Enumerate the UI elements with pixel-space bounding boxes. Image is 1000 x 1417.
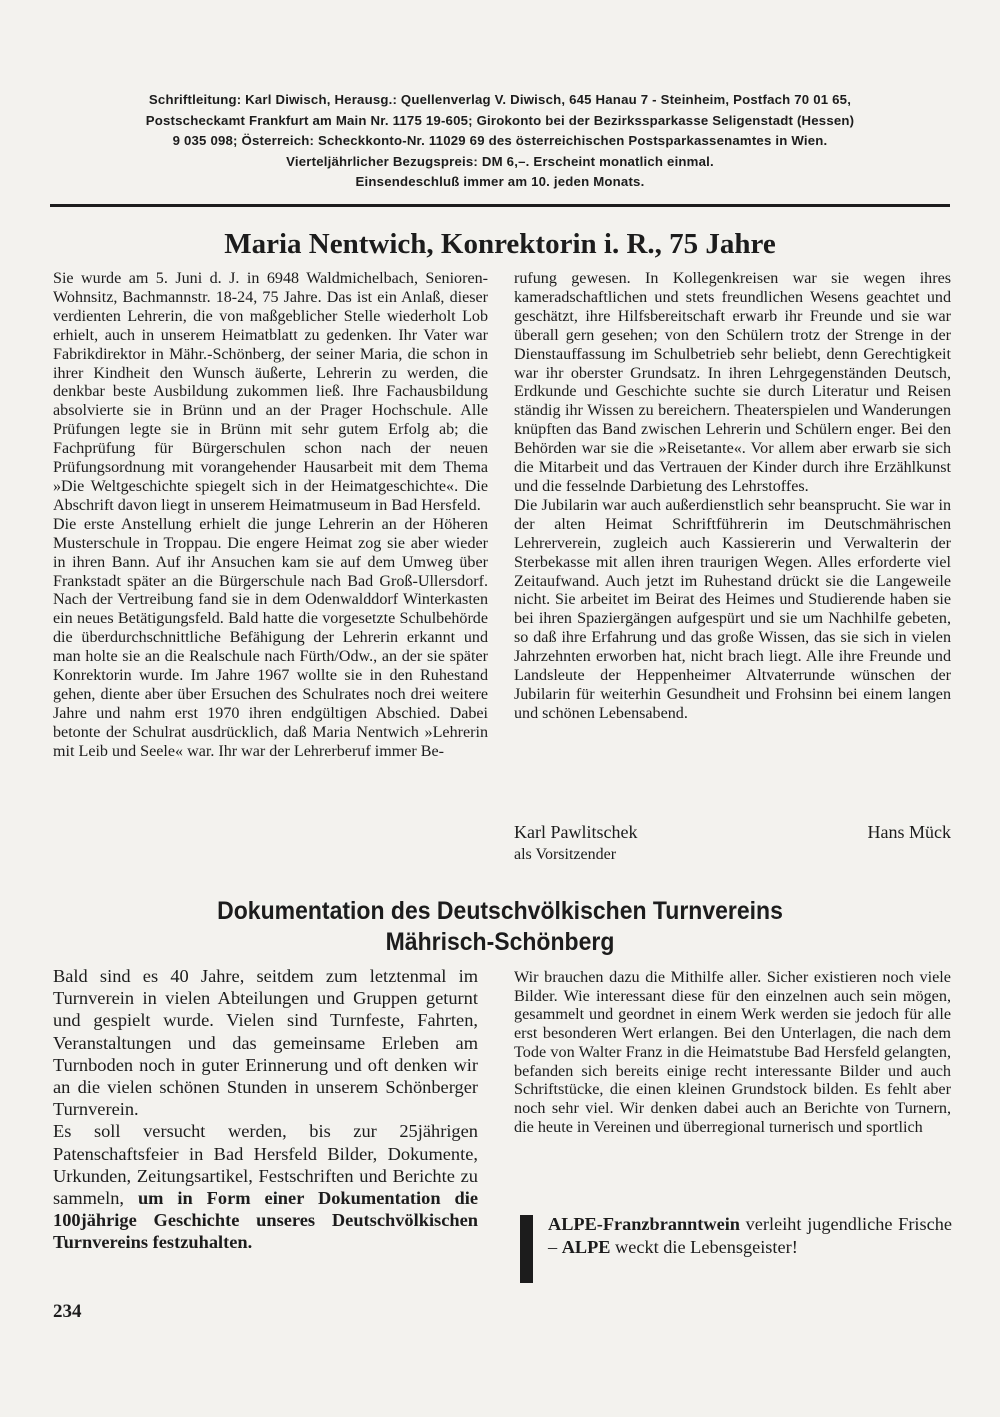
advertisement-copy: weckt die Lebensgeister! xyxy=(610,1236,798,1257)
signature-left-role: als Vorsitzender xyxy=(514,846,617,863)
article2-paragraph: Bald sind es 40 Jahre, seitdem zum letztenmal im Turnverein in vielen Abteilungen und Gruppen geturnt und gespielt wurde. Vielen sind Turnfeste, Fahrten, Veranstaltungen und das gemeinsame Erleben am Turnboden noch in guter Erinnerung und oft denken wir an die vielen schönen Stunden in unserem Schönberger Turnverein. xyxy=(53,966,478,1120)
article2-paragraph: Wir brauchen dazu die Mithilfe aller. Sicher existieren noch viele Bilder. Wie interessant diese für den einzelnen auch sein mögen, gesammelt und geordnet in einem Werk werden sie jedoch für alle erst besonderen Wert erlangen. Bei den Unterlagen, die nach dem Tode von Walter Franz in die Heimatstube Bad Hersfeld gelangten, befanden sich bereits einige recht interessante Bilder und auch Schriftstücke, die einen kleinen Grundstock bilden. Es fehlt aber noch sehr viel. Wir denken dabei auch an Berichte von Turnern, die heute in Vereinen und überregional turnerisch und sportlich xyxy=(514,968,951,1136)
article1-paragraph: Sie wurde am 5. Juni d. J. in 6948 Waldmichelbach, Senioren-Wohnsitz, Bachmannstr. 18-24, 75 Jahre. Das ist ein Anlaß, dieser verdienten Lehrerin, die von maßgeblicher Stelle wiederholt Lob erhielt, auch in unserem Heimatblatt zu gedenken. Ihr Vater war Fabrikdirektor in Mähr.-Schönberg, der seiner Maria, die schon in ihrer Kindheit den Wunsch äußerte, Lehrerin zu werden, die denkbar beste Ausbildung zukommen ließ. Ihre Fachausbildung absolvierte sie in Brünn und an der Prager Hochschule. Alle Prüfungen legte sie in Brünn mit sehr gutem Erfolg ab; die Fachprüfung für Bürgerschulen schon nach der neuen Prüfungsordnung mit vorangehender Hausarbeit mit dem Thema »Die Weltgeschichte spiegelt sich in der Heimatgeschichte«. Die Abschrift davon liegt in unserem Heimatmuseum in Bad Hersfeld. xyxy=(53,270,488,514)
article2-title xyxy=(40,896,960,958)
article2-title-line2: Mährisch-Schönberg xyxy=(385,928,615,956)
masthead-line: Einsendeschluß immer am 10. jeden Monats. xyxy=(355,174,645,189)
article1-paragraph: Die erste Anstellung erhielt die junge Lehrerin an der Höheren Musterschule in Troppau. Die engere Heimat zog sie aber wieder in ihren Bann. Auf ihr Ansuchen kam sie auf dem Umweg über Frankstadt später an die Bürgerschule nach Bad Groß-Ullersdorf. Nach der Vertreibung fand sie in dem Odenwalddorf Winterkasten ein neues Betätigungsfeld. Bald hatte die vorgesetzte Schulbehörde die überdurchschnittliche Befähigung der Lehrerin erkannt und man holte sie an die Realschule nach Fürth/Odw., an der sie später Konrektorin wurde. Im Jahre 1967 wollte sie in den Ruhestand gehen, diente aber über Ersuchen des Schulrates noch drei weitere Jahre und nahm erst 1970 ihren endgültigen Abschied. Dabei betonte der Schulrat ausdrücklich, daß Maria Nentwich »Lehrerin mit Leib und Seele« war. Ihr war der Lehrerberuf immer Be- xyxy=(53,515,488,760)
masthead-line: Schriftleitung: Karl Diwisch, Herausg.: Quellenverlag V. Diwisch, 645 Hanau 7 - Steinheim, Postfach 70 01 65, xyxy=(148,92,852,107)
article2-paragraph-text: Es soll versucht werden, bis zur 25jährigen Patenschaftsfeier in Bad Hersfeld Bilder, Dokumente, Urkunden, Zeitungsartikel, Festschriften und Berichte zu sammeln, xyxy=(53,1121,478,1209)
article2-column-left xyxy=(53,965,478,1254)
advertisement-copy: verleiht jugendliche Frische – xyxy=(548,1214,952,1257)
page-number: 234 xyxy=(53,1301,82,1322)
masthead-line: Vierteljährlicher Bezugspreis: DM 6,–. Erscheint monatlich einmal. xyxy=(286,153,714,169)
advertisement xyxy=(520,1213,952,1285)
article1-paragraph: Die Jubilarin war auch außerdienstlich sehr beansprucht. Sie war in der alten Heimat Schriftführerin im Deutschmährischen Lehrerverein, zugleich auch Kassiererin und Verwalterin der Sterbekasse mit allen ihren traurigen Wegen. Alles erforderte viel Zeitaufwand. Auch jetzt im Ruhestand drückt sie die Langeweile nicht. Sie arbeitet im Beirat des Heimes und Studierende haben sie bei ihren Spaziergängen aufgespürt und sie um Nachhilfe gebeten, so daß ihre Erfahrung und das große Wissen, das sie sich in vielen Jahrzehnten erworben hat, nicht brach liegt. Alle ihre Freunde und Landsleute der Heppenheimer Altvaterrunde wünschen der Jubilarin für weiterhin Gesundheit und Frohsinn bei einem langen und schönen Lebensabend. xyxy=(514,496,951,722)
masthead-divider xyxy=(50,204,950,207)
article2-column-right xyxy=(514,968,951,1136)
article1-column-right xyxy=(514,270,951,724)
signature-left: Karl Pawlitschek xyxy=(514,822,638,842)
article1-title: Maria Nentwich, Konrektorin i. R., 75 Jahre xyxy=(224,228,776,260)
article2-paragraph xyxy=(53,1120,478,1253)
masthead xyxy=(60,90,940,193)
article1-paragraph: rufung gewesen. In Kollegenkreisen war sie wegen ihres kameradschaftlichen und stets freundlichen Wesens geachtet und geschätzt, ihre Hilfsbereitschaft erwarb ihr Freunde und sie war überall gern gesehen; von den Schülern trotz der Strenge in der Dienstauffassung im Schulbetrieb sehr beliebt, denn Gerechtigkeit war ihr oberster Grundsatz. In ihren Lehrgegenständen Deutsch, Erdkunde und Geschichte suchte sie durch Literatur und Reisen ständig ihr Wissen zu bereichern. Theaterspielen und Wanderungen knüpften das Band zwischen Lehrerin und Schülern enger. Bei den Behörden war sie die »Reisetante«. Vor allem aber erwarb sie sich die Mitarbeit und das Vertrauen der Kinder durch ihre Erzählkunst und die fesselnde Darbietung des Lehrstoffes. xyxy=(514,270,951,495)
article2-title-line1: Dokumentation des Deutschvölkischen Turnvereins xyxy=(217,897,783,925)
advertisement-brand: ALPE-Franzbranntwein xyxy=(548,1214,740,1234)
masthead-line: 9 035 098; Österreich: Scheckkonto-Nr. 11029 69 des österreichischen Postsparkassenamtes in Wien. xyxy=(172,133,828,148)
article2-paragraph-emphasis: um in Form einer Dokumentation die 100jährige Geschichte unseres Deutschvölkischen Turnvereins festzuhalten. xyxy=(53,1188,479,1253)
masthead-line: Postscheckamt Frankfurt am Main Nr. 1175 19-605; Girokonto bei der Bezirkssparkasse Seligenstadt (Hessen) xyxy=(145,112,855,128)
article1-column-left xyxy=(53,270,488,762)
advertisement-brand-short: ALPE xyxy=(561,1236,611,1257)
advertisement-bar xyxy=(520,1215,533,1283)
signature-right: Hans Mück xyxy=(867,822,951,842)
advertisement-text xyxy=(548,1213,952,1258)
